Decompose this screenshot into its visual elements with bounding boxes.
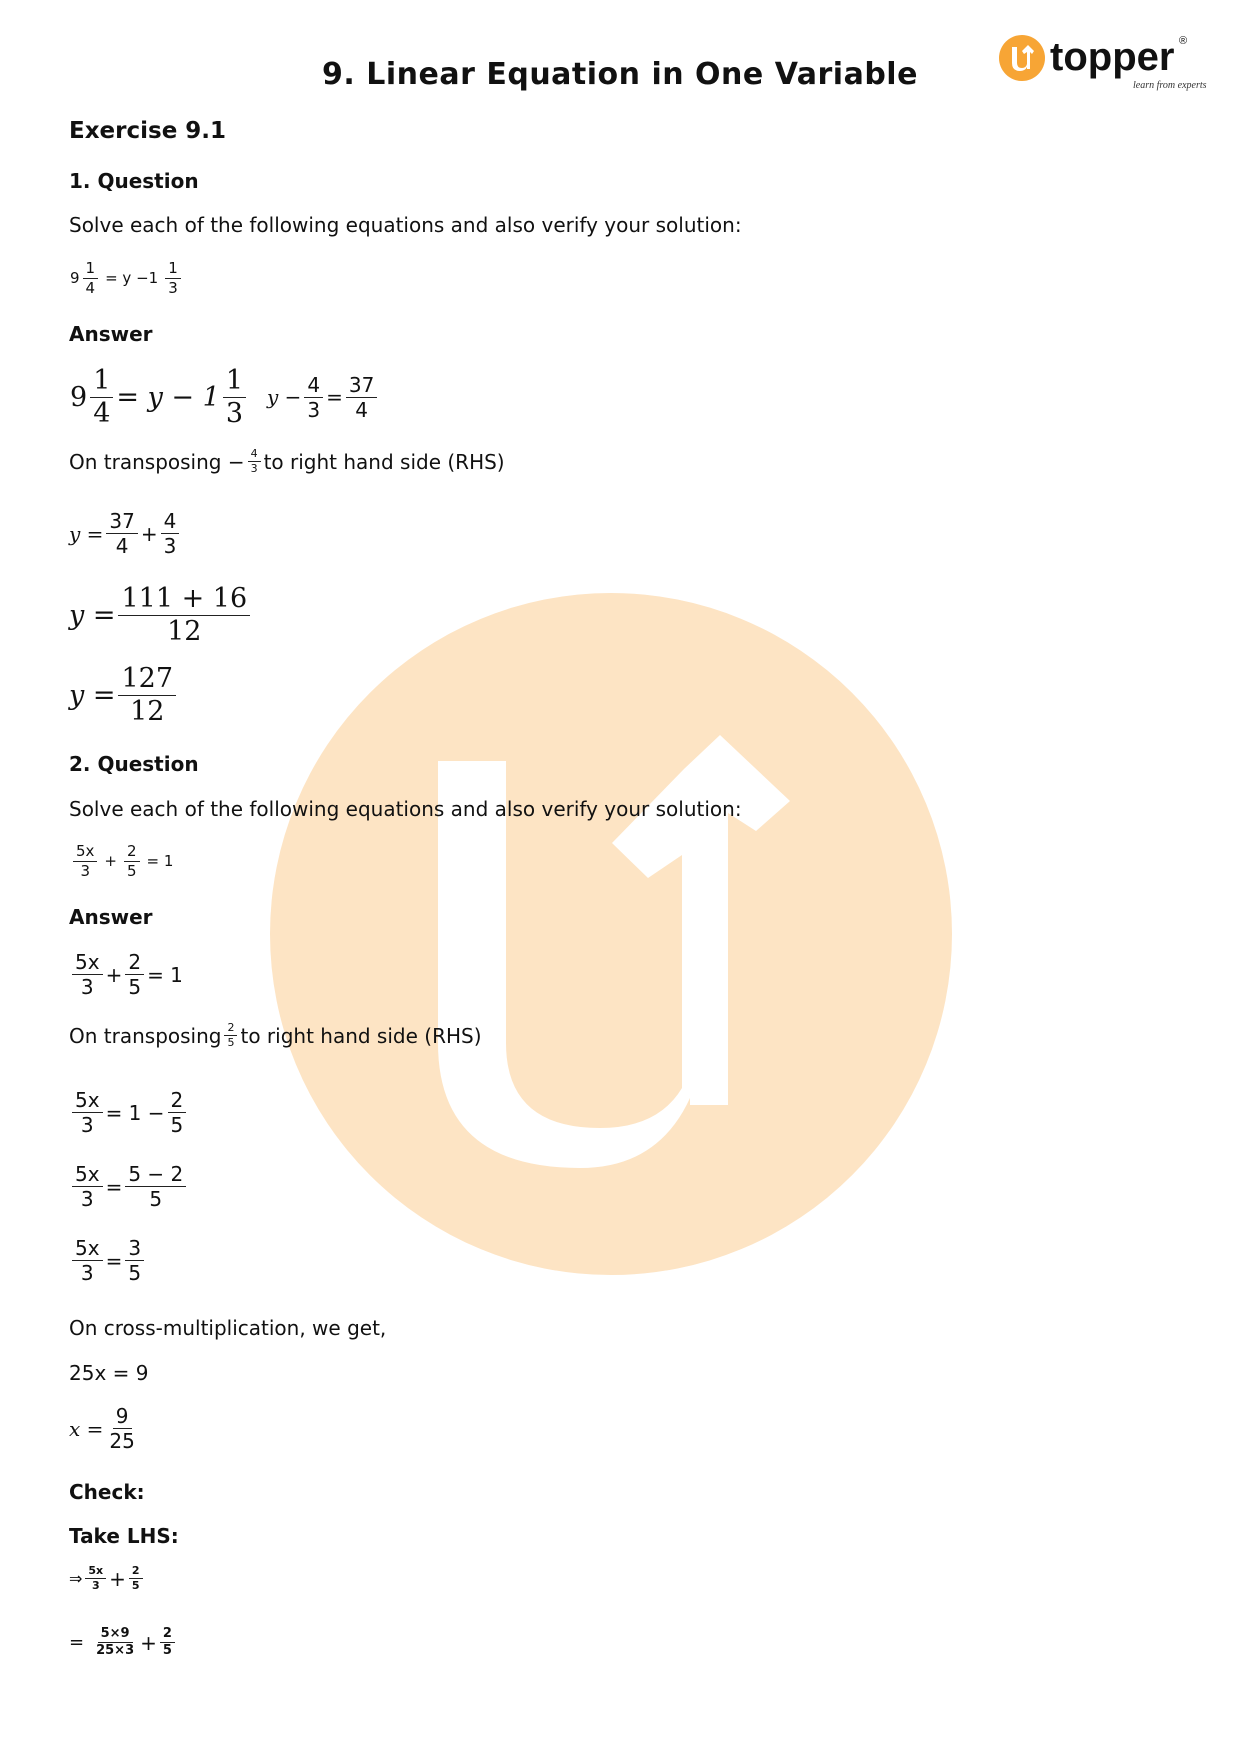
q2-prompt: Solve each of the following equations and also verify your solution:	[69, 797, 742, 821]
exercise-title: Exercise 9.1	[69, 118, 227, 144]
q2-step7: ⇒ $\frac{5x}{3}$ + $\frac{2}{5}$	[69, 1565, 146, 1592]
q1-problem: 9 $\frac{1}{4}$ = y −1 $\frac{1}{3}$	[70, 260, 184, 296]
q2-step1: $\frac{5x}{3}$ + $\frac{2}{5}$ = 1	[69, 951, 183, 998]
logo-text: topper	[1050, 35, 1175, 79]
q1-answer-label: Answer	[69, 322, 153, 346]
q1-transpose: On transposing − $\frac{4}{3}$ to right hand side (RHS)	[69, 447, 505, 476]
q2-lhs-label: Take LHS:	[69, 1524, 179, 1548]
logo-tagline: learn from experts	[1133, 80, 1207, 91]
page-title: 9. Linear Equation in One Variable	[322, 57, 918, 92]
q2-step3: $\frac{5x}{3}$ = $\frac{5 - 2}{5}$	[69, 1163, 189, 1210]
topper-logo	[998, 32, 1207, 96]
q1-step1: 9 $\frac{1}{4}$ = y − 1 $\frac{1}{3}$ y − $\frac{4}{3}$ = $\frac{37}{4}$	[70, 366, 380, 428]
q2-heading: 2. Question	[69, 752, 199, 776]
q2-check-label: Check:	[69, 1480, 145, 1504]
q1-step2: y = $\frac{37}{4}$ + $\frac{4}{3}$	[69, 510, 182, 557]
q2-step4: $\frac{5x}{3}$ = $\frac{3}{5}$	[69, 1237, 147, 1284]
q2-step8: = $\frac{5\times 9}{25\times 3}$ + $\frac{2}{5}$	[69, 1627, 178, 1659]
q1-heading: 1. Question	[69, 169, 199, 193]
q2-step6: x = $\frac{9}{25}$	[69, 1404, 135, 1453]
q1-prompt: Solve each of the following equations and also verify your solution:	[69, 213, 742, 237]
q2-cross-text: On cross-multiplication, we get,	[69, 1316, 387, 1340]
q1-step3: y = $\frac{111 + 16}{12}$	[69, 584, 253, 646]
q2-step2: $\frac{5x}{3}$ = 1 − $\frac{2}{5}$	[69, 1089, 189, 1136]
q2-answer-label: Answer	[69, 905, 153, 929]
q2-step5: 25x = 9	[69, 1361, 149, 1385]
q2-transpose: On transposing $\frac{2}{5}$ to right hand side (RHS)	[69, 1021, 482, 1050]
q2-problem: $\frac{5x}{3}$ + $\frac{2}{5}$ = 1	[70, 843, 177, 879]
topper-logo-icon	[998, 32, 1207, 96]
q1-step4: y = $\frac{127}{12}$	[69, 664, 179, 726]
logo-registered: ®	[1179, 35, 1188, 47]
